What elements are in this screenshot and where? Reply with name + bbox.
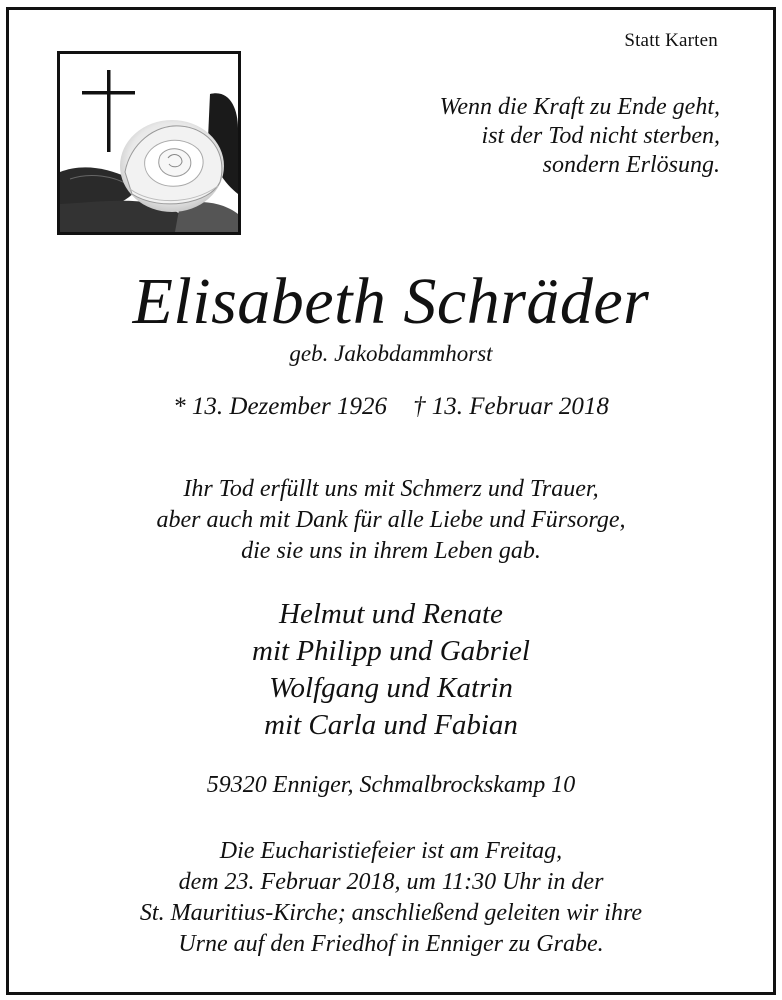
latin-cross-icon	[82, 70, 135, 152]
life-dates	[0, 393, 782, 421]
family-address: 59320 Enniger, Schmalbrockskamp 10	[206, 772, 576, 798]
service-line: dem 23. Februar 2018, um 11:30 Uhr in der	[178, 869, 604, 895]
family-line: Wolfgang und Katrin	[269, 672, 513, 704]
verse-line: die sie uns in ihrem Leben gab.	[241, 538, 541, 564]
verse-line: aber auch mit Dank für alle Liebe und Fürsorge,	[156, 507, 626, 533]
verse-line: Ihr Tod erfüllt uns mit Schmerz und Trauer,	[183, 476, 599, 502]
mourning-verse	[0, 474, 782, 567]
statt-karten-label: Statt Karten	[624, 30, 718, 51]
mourning-family	[0, 596, 782, 744]
service-line: St. Mauritius-Kirche; anschließend geleiten wir ihre	[139, 900, 643, 926]
service-line: Die Eucharistiefeier ist am Freitag,	[219, 838, 563, 864]
white-rose-icon	[120, 120, 224, 212]
birth-name: geb. Jakobdammhorst	[289, 341, 493, 366]
funeral-service-info	[0, 836, 782, 960]
family-line: mit Philipp und Gabriel	[252, 635, 530, 667]
birth-date: * 13. Dezember 1926	[173, 393, 388, 420]
motto-quote	[440, 93, 720, 180]
death-date: † 13. Februar 2018	[413, 393, 609, 420]
motto-line: ist der Tod nicht sterben,	[481, 123, 720, 149]
family-line: Helmut und Renate	[279, 598, 503, 630]
memorial-photo	[57, 51, 241, 235]
motto-line: Wenn die Kraft zu Ende geht,	[439, 94, 720, 120]
family-line: mit Carla und Fabian	[264, 709, 518, 741]
service-line: Urne auf den Friedhof in Enniger zu Grabe.	[178, 931, 604, 957]
motto-line: sondern Erlösung.	[542, 152, 720, 178]
deceased-name: Elisabeth Schräder	[132, 265, 650, 338]
